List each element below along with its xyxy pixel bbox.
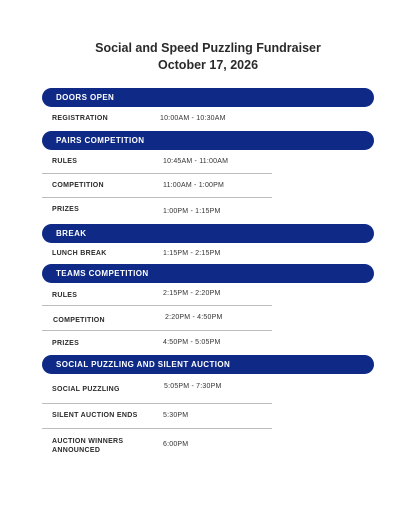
page-title	[0, 40, 416, 74]
schedule-row	[42, 181, 272, 205]
row-divider	[42, 173, 272, 174]
schedule-row	[42, 316, 272, 340]
section-header-social-puzzling: SOCIAL PUZZLING AND SILENT AUCTION	[42, 355, 374, 374]
row-label: PRIZES	[52, 206, 80, 213]
row-time: 4:50PM - 5:05PM	[163, 339, 221, 346]
schedule-row	[42, 411, 272, 435]
row-time: 1:15PM - 2:15PM	[163, 250, 221, 257]
row-label: SILENT AUCTION ENDS	[52, 412, 138, 419]
row-label: PRIZES	[52, 340, 80, 347]
row-divider	[42, 197, 272, 198]
row-label: AUCTION WINNERS ANNOUNCED	[52, 438, 124, 454]
row-time: 10:00AM - 10:30AM	[160, 115, 226, 122]
section-header-doors-open: DOORS OPEN	[42, 88, 374, 107]
row-time: 5:05PM - 7:30PM	[164, 383, 222, 390]
schedule-row	[42, 157, 272, 181]
row-time: 10:45AM - 11:00AM	[163, 158, 229, 165]
section-header-break: BREAK	[42, 224, 374, 243]
event-name: Social and Speed Puzzling Fundraiser	[95, 41, 321, 55]
row-divider	[42, 330, 272, 331]
row-label: RULES	[52, 158, 78, 165]
row-label: REGISTRATION	[52, 115, 108, 122]
row-label: SOCIAL PUZZLING	[52, 386, 120, 393]
section-header-pairs-competition: PAIRS COMPETITION	[42, 131, 374, 150]
row-divider	[42, 403, 272, 404]
row-time: 2:15PM - 2:20PM	[163, 290, 221, 297]
row-label: LUNCH BREAK	[52, 250, 107, 257]
row-label: COMPETITION	[53, 317, 105, 324]
row-time: 1:00PM - 1:15PM	[163, 208, 221, 215]
row-time: 6:00PM	[163, 441, 189, 448]
row-label: RULES	[52, 292, 78, 299]
row-label: COMPETITION	[52, 182, 104, 189]
row-time: 11:00AM - 1:00PM	[163, 182, 225, 189]
event-date: October 17, 2026	[157, 58, 259, 72]
row-divider	[42, 428, 272, 429]
schedule-row	[42, 291, 272, 315]
schedule-row	[42, 437, 272, 461]
section-header-teams-competition: TEAMS COMPETITION	[42, 264, 374, 283]
schedule-row	[42, 385, 272, 409]
row-time: 2:20PM - 4:50PM	[165, 314, 223, 321]
row-divider	[42, 305, 272, 306]
row-time: 5:30PM	[163, 412, 189, 419]
